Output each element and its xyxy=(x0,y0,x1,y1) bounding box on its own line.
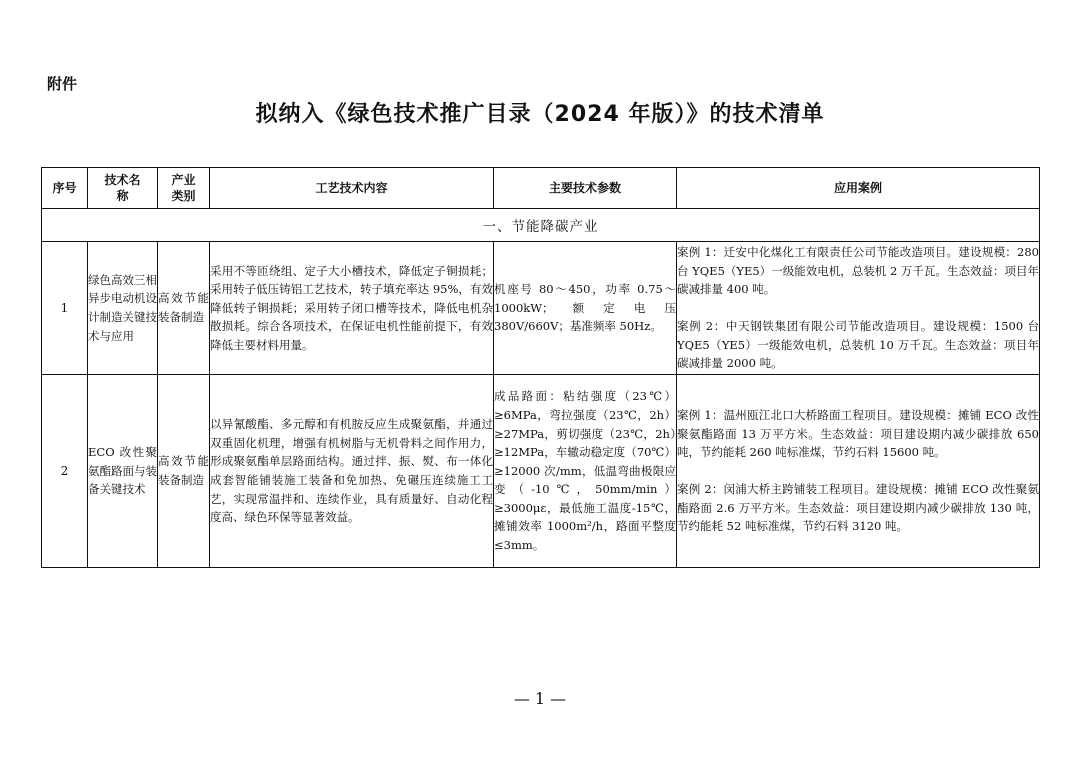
case-2: 案例 2：闵浦大桥主跨铺装工程项目。建设规模：摊铺 ECO 改性聚氨酯路面 2.6 万平方米。生态效益：项目建设期内减少碳排放 130 吨，节约能耗 52 吨标准煤，节约石料 3120 吨。 xyxy=(677,482,1039,534)
col-header-cases: 应用案例 xyxy=(677,168,1040,209)
table-row xyxy=(42,375,1040,568)
application-cases xyxy=(677,375,1040,568)
col-header-no: 序号 xyxy=(42,168,88,209)
case-1: 案例 1：迁安中化煤化工有限责任公司节能改造项目。建设规模：280 台 YQE5（YE5）一级能效电机，总装机 2 万千瓦。生态效益：项目年碳减排量 400 吨。 xyxy=(677,245,1039,297)
col-header-industry xyxy=(158,168,210,209)
section-title: 一、节能降碳产业 xyxy=(42,209,1040,242)
col-header-params: 主要技术参数 xyxy=(494,168,677,209)
page-number: — 1 — xyxy=(513,689,567,708)
technology-name: ECO 改性聚氨酯路面与装备关键技术 xyxy=(88,375,158,568)
application-cases xyxy=(677,242,1040,375)
industry-category: 高效节能装备制造 xyxy=(158,375,210,568)
table-header-row xyxy=(42,168,1040,209)
case-1: 案例 1：温州瓯江北口大桥路面工程项目。建设规模：摊铺 ECO 改性聚氨酯路面 13 万平方米。生态效益：项目建设期内减少碳排放 650 吨，节约能耗 260 吨标准煤，节约石料 15600 吨。 xyxy=(677,408,1039,460)
technology-name: 绿色高效三相异步电动机设计制造关键技术与应用 xyxy=(88,242,158,375)
industry-category: 高效节能装备制造 xyxy=(158,242,210,375)
section-row xyxy=(42,209,1040,242)
row-number: 2 xyxy=(42,375,88,568)
technical-params: 成品路面：粘结强度（23℃）≥6MPa，弯拉强度（23℃，2h）≥27MPa，剪切强度（23℃，2h）≥12MPa，车辙动稳定度（70℃）≥12000 次/mm，低温弯曲极限应变（-10℃，50mm/min）≥3000με，最低施工温度-15℃，摊铺效率 1000m²/h，路面平整度≤3mm。 xyxy=(494,375,677,568)
col-header-name-text: 技术名称 xyxy=(104,173,141,203)
process-content: 以异氰酸酯、多元醇和有机胺反应生成聚氨酯，并通过双重固化机理，增强有机树脂与无机骨料之间作用力，形成聚氨酯单层路面结构。通过拌、振、熨、布一体化成套智能铺装施工装备和免加热、免碾压连续施工工艺，实现常温拌和、连续作业，具有质量好、自动化程度高、绿色环保等显著效益。 xyxy=(210,375,494,568)
row-number: 1 xyxy=(42,242,88,375)
col-header-industry-text: 产业类别 xyxy=(171,173,196,203)
col-header-process: 工艺技术内容 xyxy=(210,168,494,209)
table-row xyxy=(42,242,1040,375)
technical-params: 机座号 80～450，功率 0.75～1000kW；额定电压 380V/660V；基准频率 50Hz。 xyxy=(494,242,677,375)
col-header-name xyxy=(88,168,158,209)
technology-list-table xyxy=(41,167,1040,568)
document-title: 拟纳入《绿色技术推广目录（2024 年版）》的技术清单 xyxy=(255,102,825,127)
case-2: 案例 2：中天钢铁集团有限公司节能改造项目。建设规模：1500 台 YQE5（YE5）一级能效电机，总装机 10 万千瓦。生态效益：项目年碳减排量 2000 吨。 xyxy=(677,319,1039,371)
process-content: 采用不等匝绕组、定子大小槽技术，降低定子铜损耗；采用转子低压铸铝工艺技术，转子填充率达 95%，有效降低转子铜损耗；采用转子闭口槽等技术，降低电机杂散损耗。综合各项技术，在保证电机性能前提下，有效降低主要材料用量。 xyxy=(210,242,494,375)
attachment-label: 附件 xyxy=(47,75,78,93)
